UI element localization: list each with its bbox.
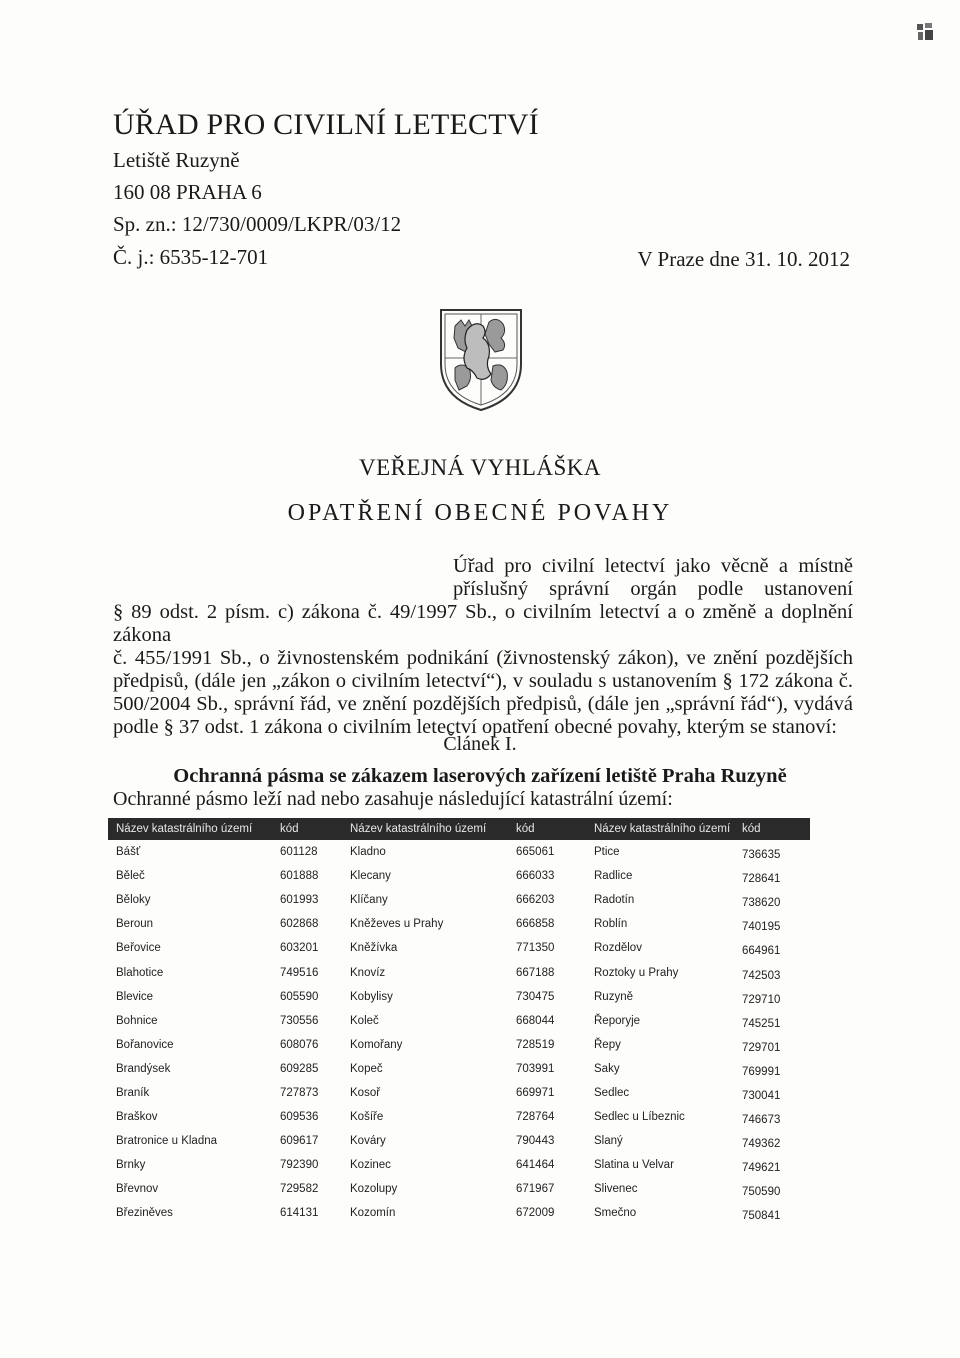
cadastral-code-cell: 745251 (742, 1017, 781, 1030)
cadastral-code-cell: 601993 (280, 894, 319, 907)
cadastral-code-cell: 750841 (742, 1210, 781, 1223)
cadastral-code-cell: 666858 (516, 918, 555, 931)
table-row (108, 1009, 810, 1033)
cadastral-name-cell: Klíčany (350, 894, 388, 907)
cadastral-name-cell: Ptice (594, 846, 620, 859)
cadastral-name-cell: Knovíz (350, 966, 386, 979)
column-header: Název katastrálního území (342, 818, 508, 840)
table-row (108, 888, 810, 912)
cadastral-name-cell: Řeporyje (594, 1014, 641, 1027)
scan-corner-mark-icon (916, 22, 934, 42)
cadastral-name-cell: Komořany (350, 1038, 403, 1051)
cadastral-code-cell: 730041 (742, 1089, 781, 1102)
cadastral-name-cell: Košíře (350, 1111, 384, 1124)
article-lead: Ochranné pásmo leží nad nebo zasahuje následující katastrální území: (113, 788, 673, 810)
cadastral-code-cell: 728519 (516, 1038, 555, 1051)
cadastral-code-cell: 792390 (280, 1159, 319, 1172)
cadastral-code-cell: 609536 (280, 1111, 319, 1124)
address-line-2: 160 08 PRAHA 6 (113, 180, 262, 204)
cadastral-code-cell: 738620 (742, 897, 781, 910)
cadastral-name-cell: Kozinec (350, 1159, 391, 1172)
cadastral-name-cell: Roztoky u Prahy (594, 966, 679, 979)
cadastral-name-cell: Běloky (116, 894, 151, 907)
column-header: kód (272, 818, 342, 840)
cadastral-code-cell: 605590 (280, 990, 319, 1003)
cadastral-code-cell: 728764 (516, 1111, 555, 1124)
cadastral-code-cell: 601128 (280, 846, 318, 859)
cadastral-code-cell: 609617 (280, 1135, 319, 1148)
intro-line: § 89 odst. 2 písm. c) zákona č. 49/1997 Sb., o civilním letectví a o změně a doplnění zákona (113, 601, 853, 646)
cadastral-name-cell: Sedlec (594, 1086, 630, 1099)
cadastral-code-cell: 790443 (516, 1135, 555, 1148)
table-row (108, 1081, 810, 1105)
table-row (108, 936, 810, 960)
cadastral-code-cell: 614131 (280, 1207, 319, 1220)
table-row (108, 985, 810, 1009)
table-row (108, 1057, 810, 1081)
cadastral-name-cell: Blevice (116, 990, 154, 1003)
cadastral-name-cell: Kobylisy (350, 990, 393, 1003)
cadastral-name-cell: Koleč (350, 1014, 379, 1027)
cadastral-name-cell: Rozdělov (594, 942, 642, 955)
cadastral-name-cell: Smečno (594, 1207, 637, 1220)
cadastral-name-cell: Kováry (350, 1135, 386, 1148)
cadastral-name-cell: Kosoř (350, 1086, 381, 1099)
cadastral-code-cell: 666033 (516, 870, 555, 883)
cadastral-name-cell: Brandýsek (116, 1062, 171, 1075)
cadastral-name-cell: Kozolupy (350, 1183, 398, 1196)
cadastral-name-cell: Beroun (116, 918, 154, 931)
table-row (108, 1105, 810, 1129)
cadastral-name-cell: Kněževes u Prahy (350, 918, 444, 931)
table-header-row (108, 818, 810, 840)
file-reference: Sp. zn.: 12/730/0009/LKPR/03/12 (113, 212, 402, 236)
cadastral-name-cell: Saky (594, 1062, 620, 1075)
cadastral-code-cell: 667188 (516, 966, 555, 979)
table-row (108, 840, 810, 864)
intro-line: č. 455/1991 Sb., o živnostenském podnikání (živnostenský zákon), ve znění pozdějších (113, 647, 853, 669)
czech-coat-of-arms-icon (437, 306, 525, 414)
cadastral-code-cell: 608076 (280, 1038, 319, 1051)
cadastral-name-cell: Bořanovice (116, 1038, 174, 1051)
cadastral-code-cell: 609285 (280, 1062, 319, 1075)
reference-number: Č. j.: 6535-12-701 (113, 245, 269, 269)
cadastral-name-cell: Kladno (350, 846, 386, 859)
cadastral-code-cell: 742503 (742, 969, 781, 982)
cadastral-code-cell: 771350 (516, 942, 555, 955)
cadastral-code-cell: 749362 (742, 1138, 781, 1151)
cadastral-name-cell: Kopeč (350, 1062, 383, 1075)
cadastral-name-cell: Slivenec (594, 1183, 638, 1196)
cadastral-table-body (108, 840, 810, 1226)
intro-line: 500/2004 Sb., správní řád, ve znění pozdějších předpisů, (dále jen „správní řád“), vydává (113, 693, 853, 715)
article-number: Článek I. (443, 733, 517, 755)
cadastral-table (108, 818, 810, 1226)
cadastral-code-cell: 672009 (516, 1207, 555, 1220)
cadastral-code-cell: 668044 (516, 1014, 555, 1027)
cadastral-code-cell: 730475 (516, 990, 555, 1003)
cadastral-name-cell: Sedlec u Líbeznic (594, 1111, 685, 1124)
cadastral-name-cell: Řepy (594, 1038, 621, 1051)
cadastral-code-cell: 729701 (742, 1041, 781, 1054)
cadastral-name-cell: Ruzyně (594, 990, 633, 1003)
table-row (108, 960, 810, 984)
cadastral-name-cell: Klecany (350, 870, 391, 883)
measure-title: OPATŘENÍ OBECNÉ POVAHY (287, 500, 673, 526)
intro-line: Úřad pro civilní letectví jako věcně a místně příslušný správní orgán podle ustanovení (453, 555, 853, 600)
cadastral-code-cell: 750590 (742, 1186, 781, 1199)
cadastral-code-cell: 664961 (742, 945, 781, 958)
cadastral-code-cell: 601888 (280, 870, 319, 883)
table-row (108, 864, 810, 888)
cadastral-code-cell: 749516 (280, 966, 319, 979)
cadastral-code-cell: 728641 (742, 873, 781, 886)
cadastral-name-cell: Břevnov (116, 1183, 159, 1196)
cadastral-name-cell: Slaný (594, 1135, 623, 1148)
column-header: Název katastrálního území (108, 818, 272, 840)
cadastral-code-cell: 665061 (516, 846, 555, 859)
table-row (108, 1201, 810, 1225)
column-header: kód (508, 818, 586, 840)
column-header: Název katastrálního území (586, 818, 734, 840)
cadastral-code-cell: 671967 (516, 1183, 555, 1196)
address-line-1: Letiště Ruzyně (113, 148, 240, 172)
cadastral-name-cell: Bášť (116, 846, 141, 859)
cadastral-code-cell: 729582 (280, 1183, 319, 1196)
cadastral-code-cell: 736635 (742, 849, 781, 862)
cadastral-name-cell: Bohnice (116, 1014, 158, 1027)
cadastral-name-cell: Radlice (594, 870, 633, 883)
cadastral-code-cell: 746673 (742, 1114, 781, 1127)
cadastral-code-cell: 603201 (280, 942, 319, 955)
cadastral-code-cell: 669971 (516, 1086, 555, 1099)
cadastral-code-cell: 730556 (280, 1014, 319, 1027)
cadastral-name-cell: Slatina u Velvar (594, 1159, 674, 1172)
table-row (108, 1177, 810, 1201)
cadastral-name-cell: Běleč (116, 870, 145, 883)
cadastral-name-cell: Blahotice (116, 966, 164, 979)
cadastral-name-cell: Kozomín (350, 1207, 396, 1220)
cadastral-code-cell: 729710 (742, 993, 781, 1006)
cadastral-code-cell: 769991 (742, 1065, 781, 1078)
cadastral-code-cell: 740195 (742, 921, 781, 934)
cadastral-code-cell: 602868 (280, 918, 319, 931)
notice-title: VEŘEJNÁ VYHLÁŠKA (358, 455, 602, 480)
intro-paragraph (113, 555, 853, 739)
cadastral-name-cell: Beřovice (116, 942, 161, 955)
cadastral-name-cell: Radotín (594, 894, 635, 907)
intro-line: předpisů, (dále jen „zákon o civilním letectví“), v souladu s ustanovením § 172 zákona č. (113, 670, 853, 692)
table-row (108, 912, 810, 936)
intro-line: podle § 37 odst. 1 zákona o civilním letectví opatření obecné povahy, kterým se stanoví: (113, 716, 837, 738)
issue-date: V Praze dne 31. 10. 2012 (637, 247, 850, 271)
table-row (108, 1033, 810, 1057)
cadastral-name-cell: Roblín (594, 918, 628, 931)
cadastral-name-cell: Braškov (116, 1111, 158, 1124)
article-title: Ochranná pásma se zákazem laserových zařízení letiště Praha Ruzyně (173, 765, 787, 787)
cadastral-code-cell: 703991 (516, 1062, 555, 1075)
cadastral-code-cell: 727873 (280, 1086, 319, 1099)
table-row (108, 1153, 810, 1177)
cadastral-code-cell: 749621 (742, 1162, 781, 1175)
cadastral-code-cell: 666203 (516, 894, 555, 907)
cadastral-code-cell: 641464 (516, 1159, 555, 1172)
cadastral-name-cell: Braník (116, 1086, 150, 1099)
cadastral-name-cell: Brnky (116, 1159, 146, 1172)
table-row (108, 1129, 810, 1153)
cadastral-name-cell: Březiněves (116, 1207, 173, 1220)
column-header: kód (734, 818, 810, 840)
cadastral-name-cell: Bratronice u Kladna (116, 1135, 218, 1148)
cadastral-name-cell: Kněžívka (350, 942, 398, 955)
office-name: ÚŘAD PRO CIVILNÍ LETECTVÍ (113, 108, 539, 141)
